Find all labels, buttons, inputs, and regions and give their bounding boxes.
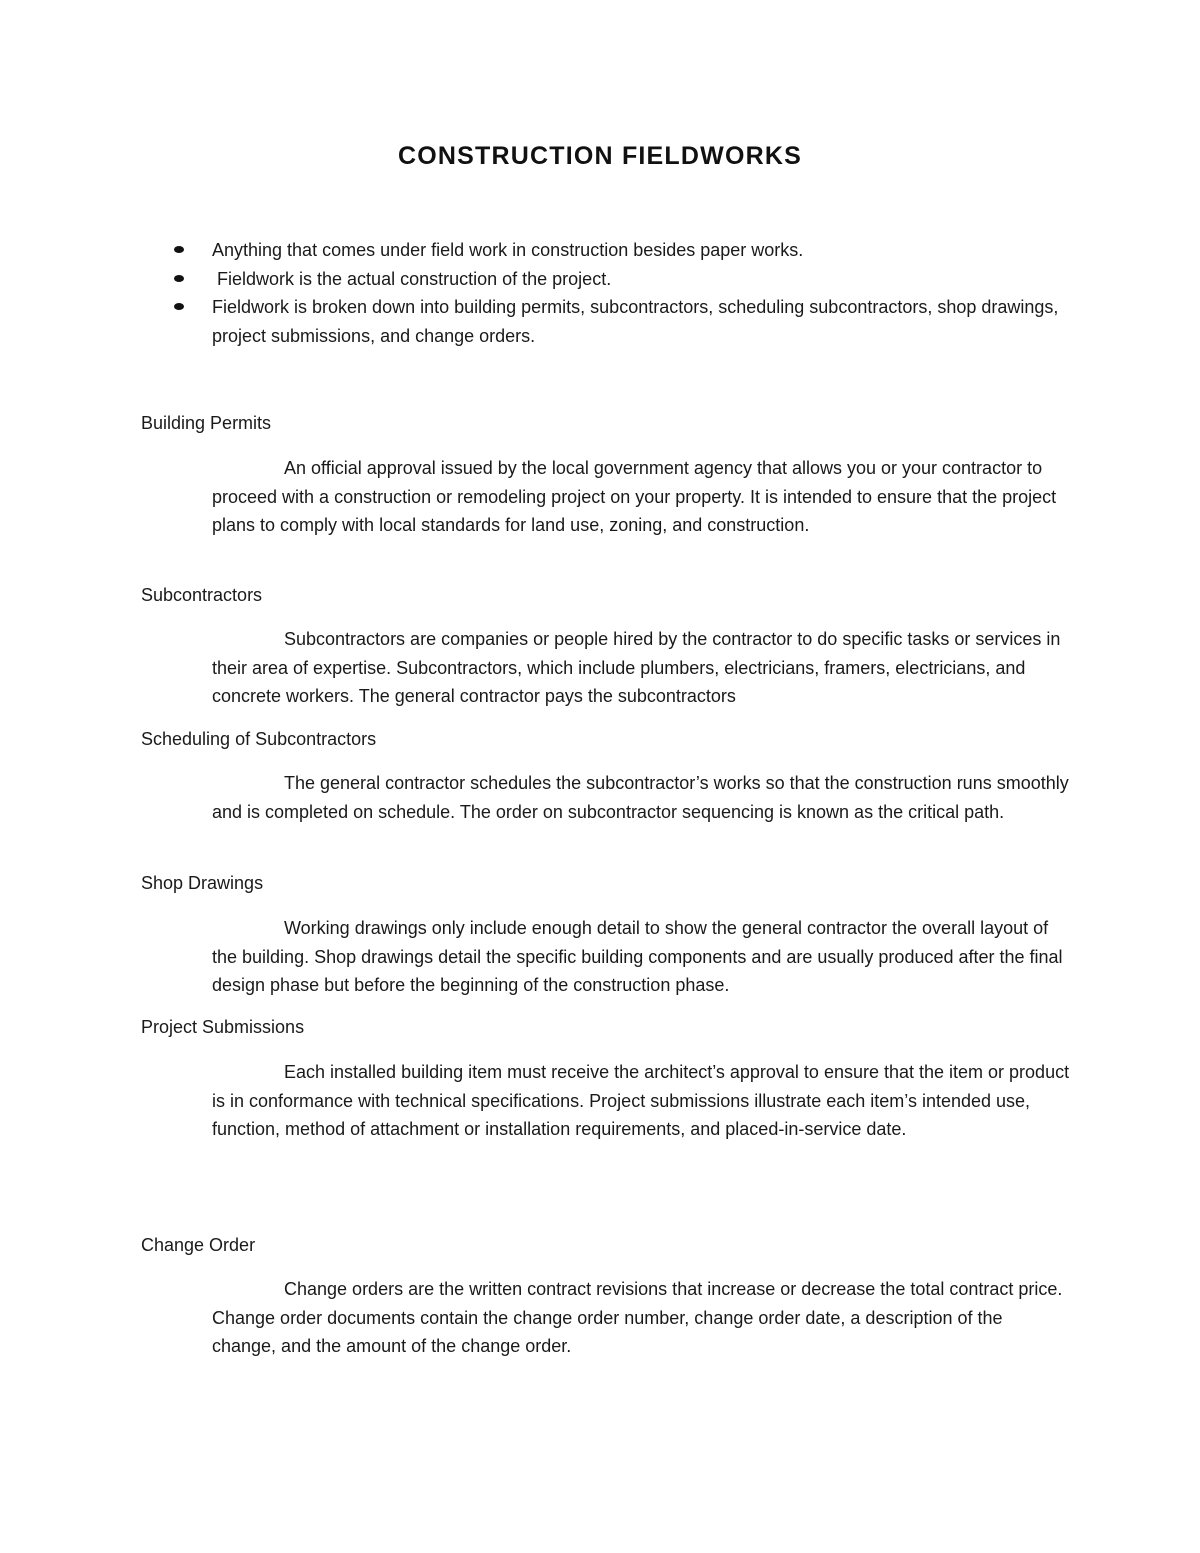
section-body-subcontractors: Subcontractors are companies or people hired by the contractor to do specific tasks or services in their area of expertise. Subcontractors, which include plumbers, electricians, framers, electricians, and concrete workers. The general contractor pays the subcontractors [212,629,1061,706]
intro-bullet-item [170,293,1070,350]
section-body-project-submissions: Each installed building item must receive the architect’s approval to ensure that the item or product is in conformance with technical specifications. Project submissions illustrate each item’s intended use, function, method of attachment or installation requirements, and placed-in-service date. [212,1062,1070,1139]
intro-bullet-item [170,265,1070,294]
section-body-shop-drawings: Working drawings only include enough detail to show the general contractor the overall layout of the building. Shop drawings detail the specific building components and are usually produced after the final design phase but before the beginning of the construction phase. [212,918,1063,995]
document-title: CONSTRUCTION FIELDWORKS [398,142,802,170]
section-heading-shop-drawings: Shop Drawings [141,873,264,893]
bullet-icon [174,303,184,310]
bullet-text: Anything that comes under field work in construction besides paper works. [212,240,804,260]
intro-bullet-list [170,236,1070,350]
bullet-text: Fieldwork is broken down into building permits, subcontractors, scheduling subcontractors, shop drawings, project submissions, and change orders. [212,297,1059,346]
section-heading-change-order: Change Order [141,1235,256,1255]
intro-bullet-item [170,236,1070,265]
section-body-change-order: Change orders are the written contract revisions that increase or decrease the total contract price. Change order documents contain the change order number, change order date, a description of the change, and the amount of the change order. [212,1279,1063,1356]
section-heading-subcontractors: Subcontractors [141,585,263,605]
bullet-text: Fieldwork is the actual construction of the project. [212,268,612,289]
section-heading-scheduling: Scheduling of Subcontractors [141,729,377,749]
bullet-icon [174,275,184,282]
section-body-building-permits: An official approval issued by the local government agency that allows you or your contractor to proceed with a construction or remodeling project on your property. It is intended to ensure that the project plans to comply with local standards for land use, zoning, and construction. [212,458,1057,535]
section-heading-building-permits: Building Permits [141,413,272,433]
section-body-scheduling: The general contractor schedules the subcontractor’s works so that the construction runs smoothly and is completed on schedule. The order on subcontractor sequencing is known as the critical path. [212,773,1069,822]
bullet-icon [174,246,184,253]
section-heading-project-submissions: Project Submissions [141,1017,305,1037]
